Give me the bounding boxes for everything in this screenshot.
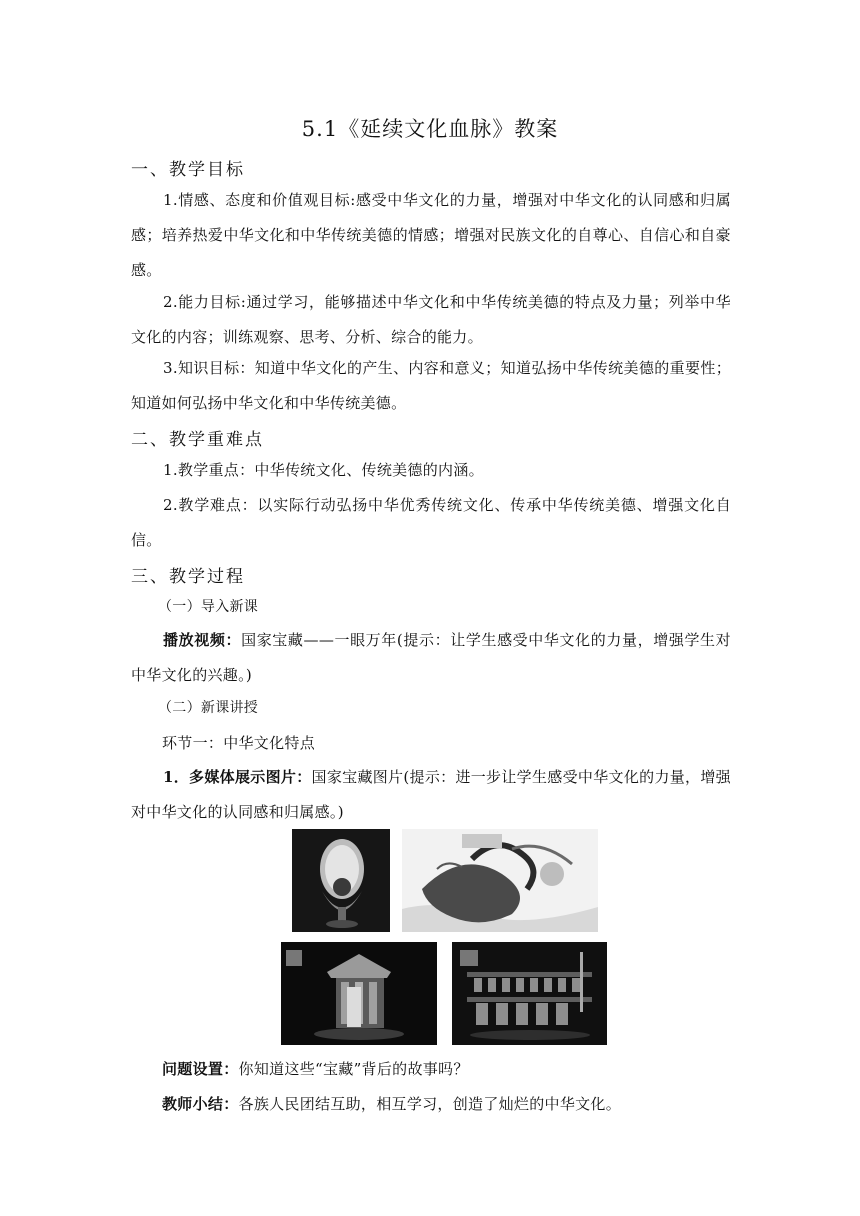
paragraph-difficult-point: 2.教学难点：以实际行动弘扬中华优秀传统文化、传承中华传统美德、增强文化自信。 — [131, 496, 731, 549]
question-text: 你知道这些“宝藏”背后的故事吗？ — [238, 1060, 469, 1078]
teacher-summary-line — [162, 1093, 621, 1114]
treasure-image-painting — [402, 829, 598, 932]
teacher-summary-text: 各族人民团结互助，相互学习，创造了灿烂的中华文化。 — [238, 1095, 622, 1113]
subheading-new-lesson: （二）新课讲授 — [158, 700, 259, 716]
paragraph-key-point: 1.教学重点：中华传统文化、传统美德的内涵。 — [163, 461, 484, 479]
video-text: 国家宝藏——一眼万年(提示：让学生感受中华文化的力量，增强学生对中华文化的兴趣。) — [131, 631, 731, 684]
paragraph-media — [131, 760, 731, 830]
paragraph-video — [131, 623, 731, 693]
section-heading-key-points: 二、教学重难点 — [131, 430, 264, 450]
media-label: 1．多媒体展示图片： — [163, 768, 312, 786]
section-heading-process: 三、教学过程 — [131, 567, 245, 587]
section-heading-objectives: 一、教学目标 — [131, 160, 245, 180]
video-label: 播放视频： — [163, 631, 242, 649]
paragraph-emotion-goal: 1.情感、态度和价值观目标:感受中华文化的力量，增强对中华文化的认同感和归属感；培养热爱中华文化和中华传统美德的情感；增强对民族文化的自尊心、自信心和自豪感。 — [131, 191, 731, 279]
paragraph-ability-goal: 2.能力目标:通过学习，能够描述中华文化和中华传统美德的特点及力量；列举中华文化的内容；训练观察、思考、分析、综合的能力。 — [131, 293, 731, 346]
document-title: 5.1《延续文化血脉》教案 — [301, 117, 559, 141]
treasure-image-shrine — [281, 942, 437, 1045]
link-one-heading: 环节一：中华文化特点 — [162, 734, 316, 752]
paragraph-knowledge-goal: 3.知识目标：知道中华文化的产生、内容和意义；知道弘扬中华传统美德的重要性；知道如何弘扬中华文化和中华传统美德。 — [131, 359, 731, 412]
subheading-intro: （一）导入新课 — [158, 599, 259, 615]
treasure-image-bells — [452, 942, 607, 1045]
treasure-image-bronze-ornament — [292, 829, 390, 932]
question-line — [162, 1058, 469, 1079]
teacher-summary-label: 教师小结： — [162, 1095, 239, 1113]
media-text: 国家宝藏图片(提示：进一步让学生感受中华文化的力量，增强对中华文化的认同感和归属感。) — [131, 768, 731, 821]
question-label: 问题设置： — [162, 1060, 239, 1078]
